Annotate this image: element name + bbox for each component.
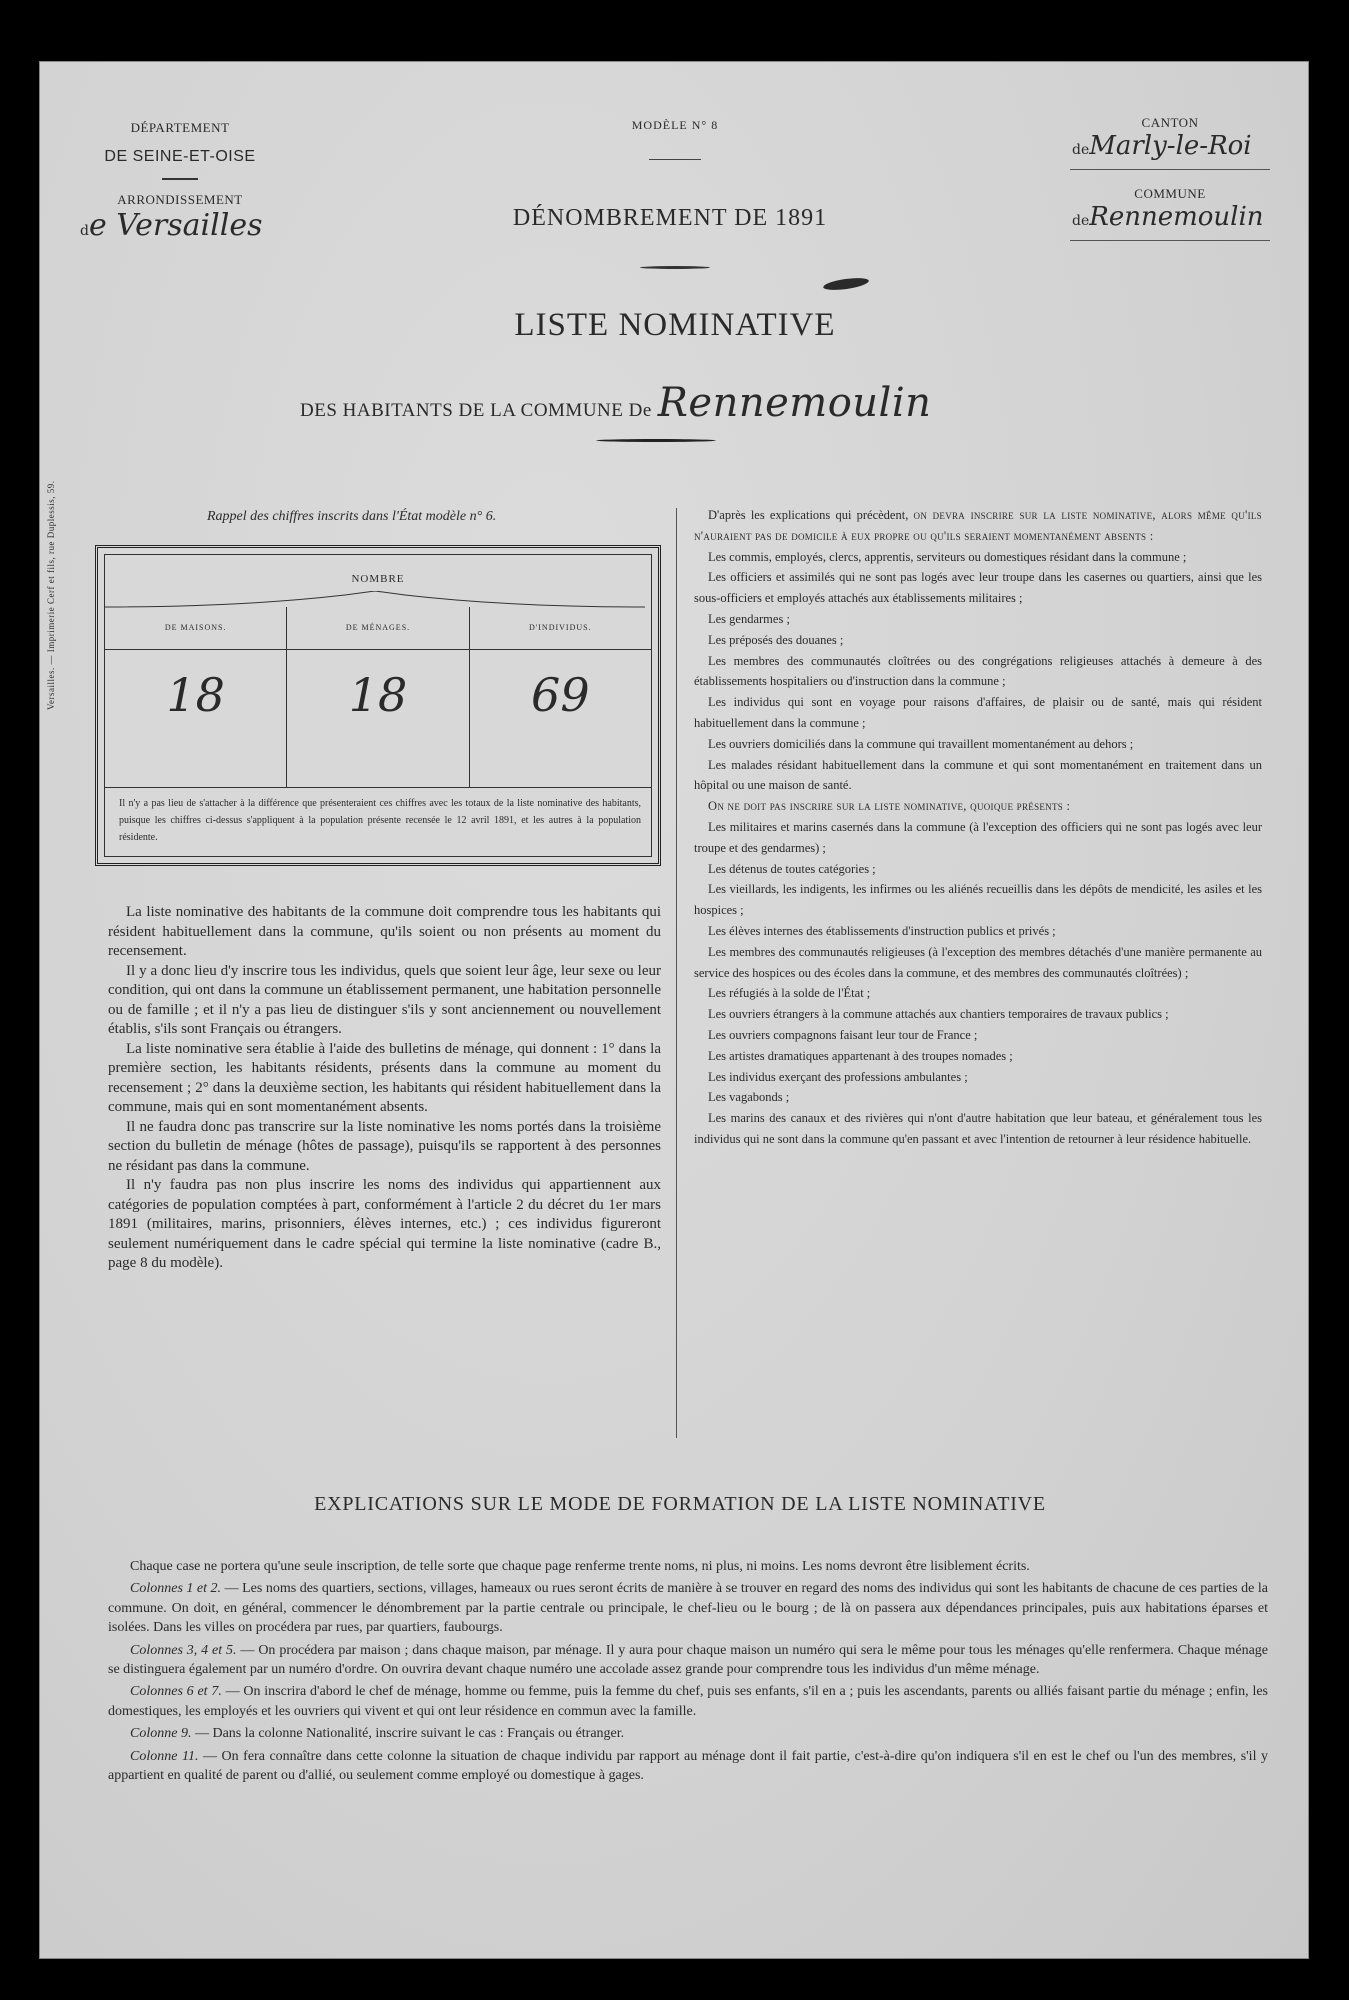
modele-number: MODÈLE N° 8 [631, 118, 719, 132]
exclude-item: Les membres des communautés religieuses (à l'exception des membres détachés d'une manière permanente au service des hospices ou des écoles dans la commune, et des membres des communautés cloîtrées) ; [694, 944, 1262, 980]
divider [162, 178, 198, 180]
column-individus [470, 607, 651, 787]
paragraph: La liste nominative sera établie à l'aide des bulletins de ménage, qui donnent : 1° dans la première section, les habitants résidents, présents dans la commune au moment du recensement ; 2° dans la deuxième section, les habitants qui résident habituellement dans la commune, mais qui en sont momentanément absents. [108, 1040, 661, 1115]
include-item: Les gendarmes ; [708, 611, 790, 626]
nombre-table [95, 545, 661, 866]
rappel-caption: Rappel des chiffres inscrits dans l'État modèle n° 6. [207, 509, 497, 524]
include-item: Les membres des communautés cloîtrées ou des congrégations religieuses attachés à demeure à des établissements hospitaliers ou d'instruction dans la commune ; [694, 653, 1262, 689]
nombre-header: NOMBRE [351, 573, 405, 585]
exclude-item: Les marins des canaux et des rivières qui n'ont d'autre habitation que leur bateau, et généralement tous les individus qui ne sont dans la commune qu'en passant et avec l'intention de retourner à leur résidence habituelle. [694, 1111, 1262, 1146]
include-item: Les individus qui sont en voyage pour raisons d'affaires, de plaisir ou de santé, mais qui résident habituellement dans la commune ; [694, 695, 1262, 730]
explications-body [108, 1557, 1268, 1788]
explication-paragraph: Colonnes 1 et 2. — Les noms des quartiers, sections, villages, hameaux ou rues seront écrits de manière à se trouver en regard des noms des individus qui sont les habitants de chacune de ces parties de la commune. On doit, en général, commencer le dénombrement par la partie centrale ou principale, le chef-lieu ou le bourg ; de là on passera aux dépendances principales, puis aux habitations éparses et isolées. Dans les villes on procédera par rues, par quartiers, faubourgs. [108, 1581, 1268, 1636]
explication-paragraph: Colonnes 6 et 7. — On inscrira d'abord le chef de ménage, homme ou femme, puis la femme du chef, puis ses enfants, s'il en a ; puis les ascendants, parents ou alliés faisant partie du ménage ; enfin, les domestiques, les employés et les ouvriers qui vivent et qui ont leur résidence en commun avec la famille. [108, 1684, 1269, 1719]
liste-nominative-title: LISTE NOMINATIVE [514, 307, 836, 343]
column-header: DE MAISONS. [105, 619, 286, 650]
maisons-value: 18 [166, 668, 225, 722]
arrondissement-value: de Versailles [80, 208, 263, 243]
include-item: Les préposés des douanes ; [708, 632, 844, 647]
include-item: Les ouvriers domiciliés dans la commune qui travaillent momentanément au dehors ; [708, 736, 1134, 751]
table-note: Il n'y a pas lieu de s'attacher à la différence que présenteraient ces chiffres avec les totaux de la liste nominative des habitants, puisque les chiffres ci-dessus s'appliquent à la population présente recensée le 12 avril 1891, et les autres à la population résidente. [119, 798, 641, 843]
paragraph: La liste nominative des habitants de la commune doit comprendre tous les habitants qui résident habituellement dans la commune, qu'ils soient ou non présents au moment du recensement. [108, 904, 661, 959]
exclude-heading: On ne doit pas inscrire sur la liste nominative, quoique présents : [708, 799, 1071, 814]
commune-label: COMMUNE [1134, 186, 1206, 201]
ornament-rule [596, 439, 716, 442]
exclude-item: Les vagabonds ; [708, 1090, 790, 1105]
exclude-item: Les réfugiés à la solde de l'État ; [708, 986, 871, 1001]
exclude-item: Les individus exerçant des professions ambulantes ; [708, 1069, 968, 1084]
individus-value: 69 [531, 668, 590, 722]
exclude-item: Les ouvriers compagnons faisant leur tour de France ; [708, 1027, 978, 1042]
divider [649, 159, 701, 160]
departement-name: DE SEINE-ET-OISE [104, 148, 256, 165]
menages-value: 18 [348, 668, 408, 722]
header-right [1070, 115, 1270, 241]
exclude-item: Les militaires et marins casernés dans la commune (à l'exception des officiers qui ne sont pas logés avec leur troupe et des gendarmes) ; [694, 819, 1262, 855]
column-header: DE MÉNAGES. [287, 619, 468, 650]
paragraph: Il ne faudra donc pas transcrire sur la liste nominative les noms portés dans la troisième section du bulletin de ménage (hôtes de passage), puisqu'ils se rapportent à des personnes ne résidant pas dans la commune. [108, 1118, 661, 1174]
exclude-item: Les vieillards, les indigents, les infirmes ou les aliénés recueillis dans les dépôts de mendicité, les asiles et les hospices ; [694, 882, 1262, 918]
commune-value: deRennemoulin [1070, 202, 1270, 241]
header-center [560, 118, 790, 160]
canton-value: deMarly-le-Roi [1070, 131, 1270, 170]
explication-paragraph: Colonne 9. — Dans la colonne Nationalité, inscrire suivant le cas : Français ou étranger. [130, 1726, 625, 1742]
column-divider [676, 508, 677, 1438]
explication-paragraph: Chaque case ne portera qu'une seule inscription, de telle sorte que chaque page renferme trente noms, ni plus, ni moins. Les noms devront être lisiblement écrits. [130, 1559, 1030, 1574]
column-menages [287, 607, 469, 787]
column-header: D'INDIVIDUS. [470, 619, 651, 650]
explications-title: EXPLICATIONS SUR LE MODE DE FORMATION DE LA LISTE NOMINATIVE [314, 1493, 1046, 1515]
right-instructions [694, 505, 1262, 1150]
canton-label: CANTON [1141, 115, 1199, 130]
exclude-item: Les ouvriers étrangers à la commune attachés aux chantiers temporaires de travaux publics ; [708, 1007, 1169, 1022]
intro-paragraph: D'après les explications qui précèdent, on devra inscrire sur la liste nominative, alors même qu'ils n'auraient pas de domicile à eux propre ou qu'ils seraient momentanément absents : [694, 508, 1262, 543]
column-maisons [105, 607, 287, 787]
exclude-item: Les détenus de toutes catégories ; [708, 861, 876, 876]
arrondissement-label: ARRONDISSEMENT [117, 192, 243, 207]
include-item: Les commis, employés, clercs, apprentis, serviteurs ou domestiques résidant dans la commune ; [708, 549, 1187, 564]
explication-paragraph: Colonne 11. — On fera connaître dans cette colonne la situation de chaque individu par rapport au ménage dont il fait partie, c'est-à-dire qu'on indiquera s'il en est le chef ou l'un des membres, s'il y appartient en qualité de parent ou d'allié, ou seulement comme employé ou domestique à gages. [108, 1748, 1268, 1784]
explication-paragraph: Colonnes 3, 4 et 5. — On procédera par maison ; dans chaque maison, par ménage. Il y aura pour chaque maison un numéro qui sera le même pour tous les ménages qu'elle renfermera. Chaque ménage se distinguera également par un numéro d'ordre. On ouvrira devant chaque numéro une accolade assez grande pour comprendre tous les individus d'un même ménage. [108, 1642, 1268, 1678]
commune-name-handwritten: Rennemoulin [657, 380, 932, 426]
ornament-rule [640, 266, 710, 269]
departement-label: DÉPARTEMENT [130, 120, 230, 135]
exclude-item: Les élèves internes des établissements d'instruction publics et privés ; [708, 923, 1056, 938]
header-left [80, 120, 280, 243]
paragraph: Il n'y faudra pas non plus inscrire les noms des individus qui appartiennent aux catégories de population comptées à part, conformément à l'article 2 du décret du 1er mars 1891 (militaires, marins, prisonniers, élèves internes, etc.) ; ces individus figureront seulement numériquement dans le cadre spécial qui termine la liste nominative (cadre B., page 8 du modèle). [108, 1177, 661, 1271]
habitants-heading: DES HABITANTS DE LA COMMUNE De Rennemoulin [300, 380, 932, 426]
paragraph: Il y a donc lieu d'y inscrire tous les individus, quels que soient leur âge, leur sexe ou leur condition, qui ont dans la commune un établissement permanent, une habitation personnelle ou de famille ; et il n'y a pas lieu de distinguer s'ils y sont anciennement ou nouvellement établis, s'ils sont Français ou étrangers. [108, 962, 661, 1037]
side-imprint: Versailles. — Imprimerie Cerf et fils, rue Duplessis, 59. [46, 480, 56, 710]
include-item: Les malades résidant habituellement dans la commune et qui sont momentanément en traitement dans un hôpital ou une maison de santé. [694, 757, 1262, 793]
include-item: Les officiers et assimilés qui ne sont pas logés avec leur troupe dans les casernes ou quartiers, ainsi que les sous-officiers et employés attachés aux établissements militaires ; [694, 570, 1262, 606]
left-instructions [108, 903, 661, 1274]
exclude-item: Les artistes dramatiques appartenant à des troupes nomades ; [708, 1048, 1013, 1063]
denombrement-title: DÉNOMBREMENT DE 1891 [512, 205, 828, 231]
